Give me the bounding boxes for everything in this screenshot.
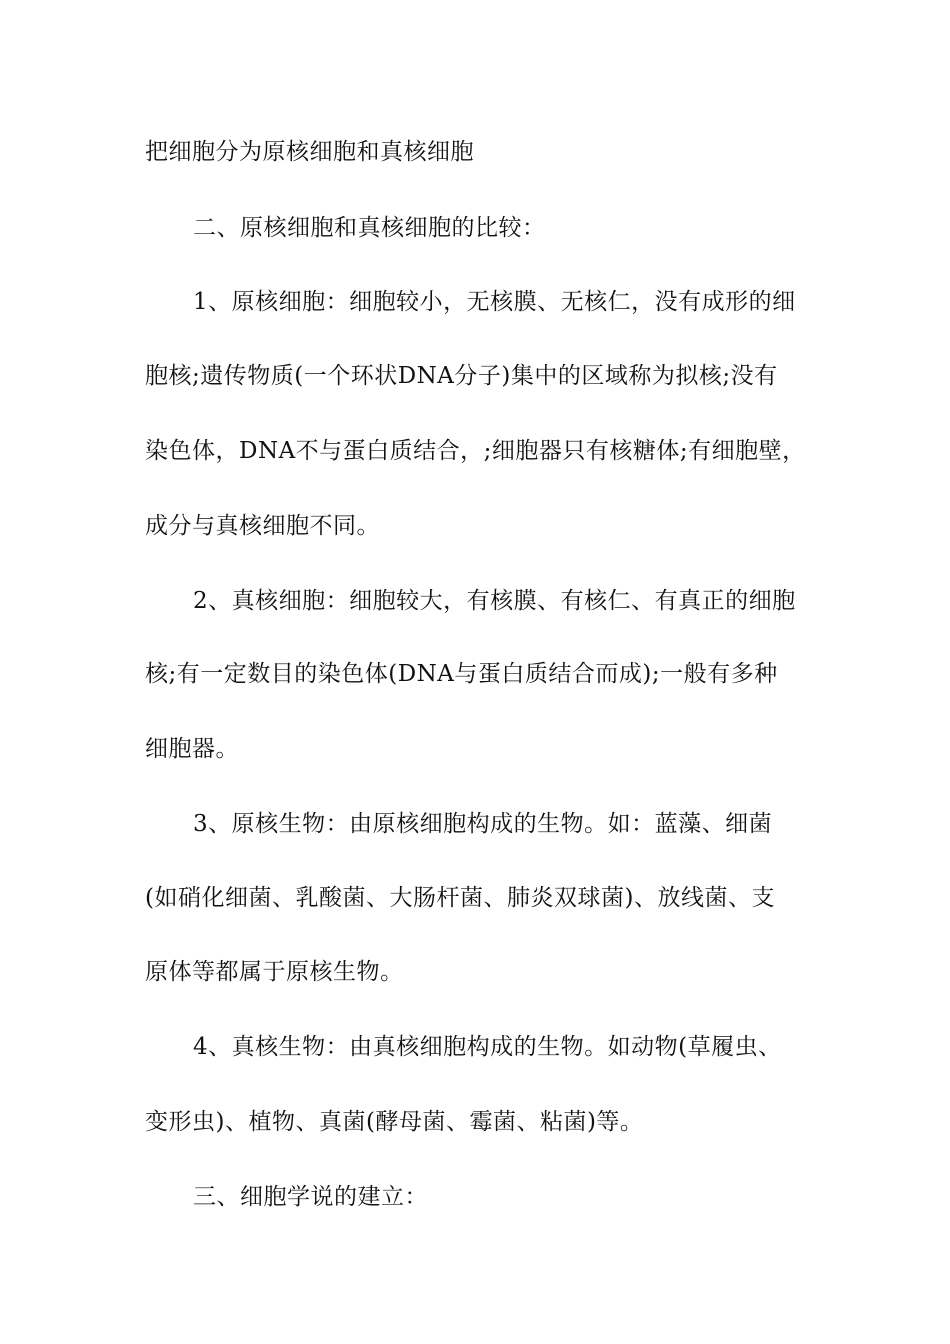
paragraph-line: 核;有一定数目的染色体(DNA与蛋白质结合而成);一般有多种 [145, 661, 778, 687]
paragraph-line: (如硝化细菌、乳酸菌、大肠杆菌、肺炎双球菌)、放线菌、支 [145, 885, 775, 911]
paragraph-line: 把细胞分为原核细胞和真核细胞 [145, 139, 474, 165]
paragraph-line: 1、原核细胞：细胞较小，无核膜、无核仁，没有成形的细 [193, 289, 796, 315]
paragraph-line: 3、原核生物：由原核细胞构成的生物。如：蓝藻、细菌 [193, 811, 773, 837]
section-heading: 三、细胞学说的建立： [193, 1184, 428, 1210]
paragraph-line: 变形虫)、植物、真菌(酵母菌、霉菌、粘菌)等。 [145, 1109, 644, 1135]
paragraph-line: 细胞器。 [145, 736, 239, 762]
paragraph-line: 染色体，DNA不与蛋白质结合，;细胞器只有核糖体;有细胞壁， [145, 438, 806, 464]
paragraph-line: 原体等都属于原核生物。 [145, 959, 404, 985]
section-heading: 二、原核细胞和真核细胞的比较： [193, 215, 546, 241]
paragraph-line: 胞核;遗传物质(一个环状DNA分子)集中的区域称为拟核;没有 [145, 363, 778, 389]
paragraph-line: 2、真核细胞：细胞较大，有核膜、有核仁、有真正的细胞 [193, 588, 796, 614]
paragraph-line: 4、真核生物：由真核细胞构成的生物。如动物(草履虫、 [193, 1034, 782, 1060]
paragraph-line: 成分与真核细胞不同。 [145, 513, 380, 539]
